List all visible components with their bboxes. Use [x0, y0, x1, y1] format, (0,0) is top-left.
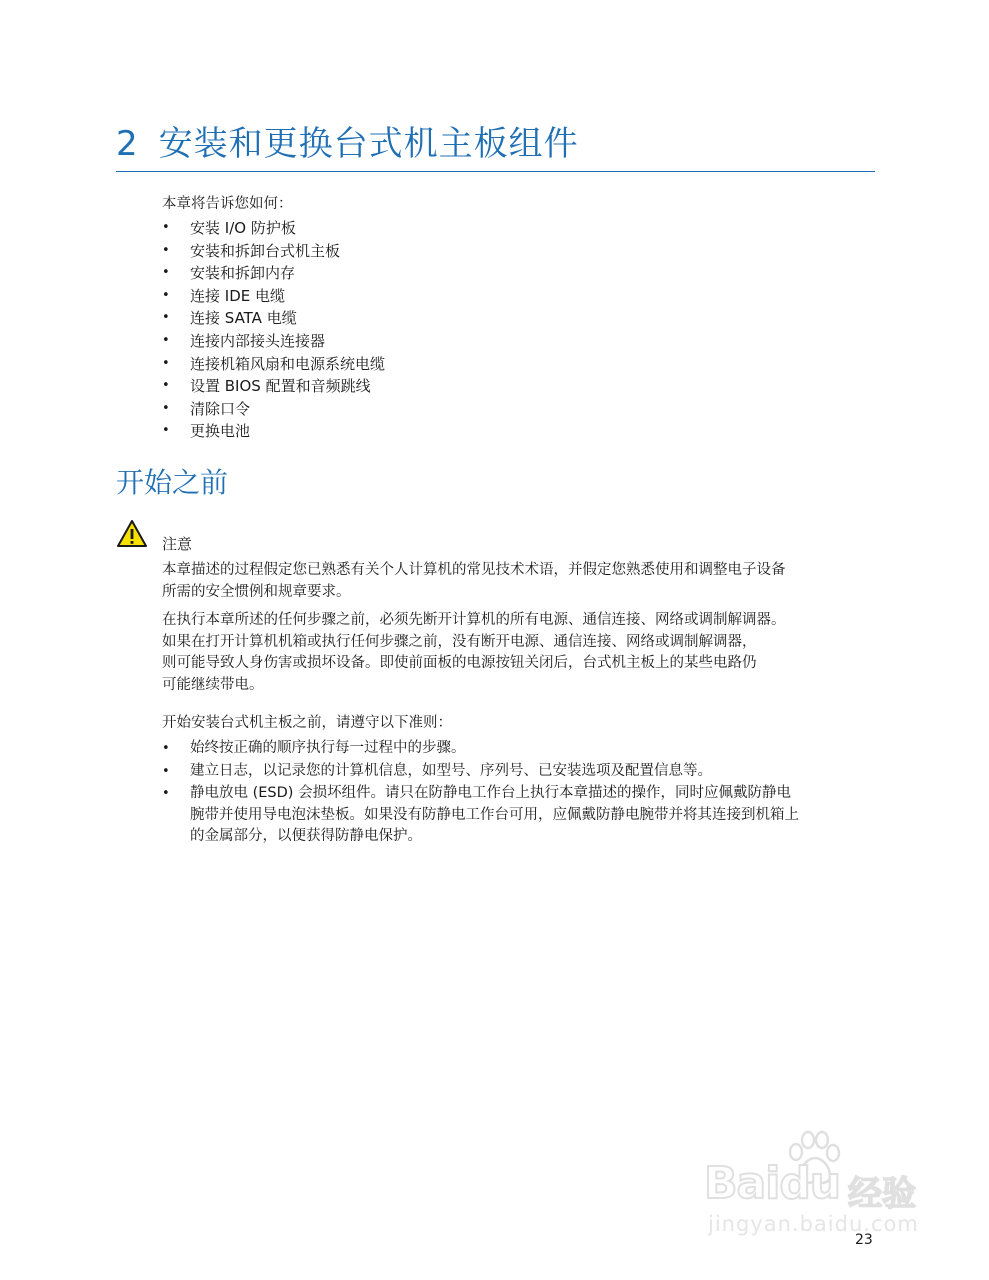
- watermark-brand: Baidu: [704, 1158, 841, 1209]
- caution-paragraph-2: [162, 610, 872, 696]
- section-title: 开始之前: [116, 466, 229, 499]
- page-number: 23: [855, 1232, 873, 1248]
- text-line: 本章描述的过程假定您已熟悉有关个人计算机的常见技术术语，并假定您熟悉使用和调整电子设备: [162, 562, 786, 578]
- text-line: • 静电放电 (ESD) 会损坏组件。请只在防静电工作台上执行本章描述的操作，同时应佩戴防静电: [190, 785, 792, 801]
- guidelines-intro: 开始安装台式机主板之前，请遵守以下准则：: [162, 715, 452, 731]
- list-item: [162, 761, 877, 783]
- text-line: 腕带并使用导电泡沫垫板。如果没有防静电工作台可用，应佩戴防静电腕带并将其连接到机箱上: [190, 806, 799, 823]
- list-item: • 连接内部接头连接器: [162, 330, 385, 353]
- watermark-url: jingyan.baidu.com: [708, 1212, 919, 1236]
- text-line: 的金属部分，以便获得防静电保护。: [190, 828, 422, 844]
- watermark-cn: 经验: [848, 1174, 916, 1214]
- list-item: [162, 783, 877, 848]
- text-line: 可能继续带电。: [162, 676, 264, 693]
- chapter-intro: 本章将告诉您如何：: [162, 196, 293, 212]
- list-item: • 连接机箱风扇和电源系统电缆: [162, 353, 385, 376]
- topic-list: [162, 217, 385, 443]
- text-line: • 始终按正确的顺序执行每一过程中的步骤。: [190, 740, 466, 756]
- caution-body: [162, 560, 872, 703]
- warning-triangle-icon: [116, 519, 148, 549]
- text-line: 如果在打开计算机机箱或执行任何步骤之前，没有断开电源、通信连接、网络或调制解调器，: [162, 633, 757, 650]
- text-line: 在执行本章所述的任何步骤之前，必须先断开计算机的所有电源、通信连接、网络或调制解调器。: [162, 612, 786, 628]
- text-line: 则可能导致人身伤害或损坏设备。即使前面板的电源按钮关闭后，台式机主板上的某些电路仍: [162, 655, 757, 671]
- list-item: • 清除口令: [162, 398, 385, 421]
- chapter-number: 2: [116, 124, 139, 164]
- list-item: • 连接 SATA 电缆: [162, 307, 385, 330]
- list-item: [162, 738, 877, 760]
- text-line: 所需的安全惯例和规章要求。: [162, 583, 351, 600]
- list-item: • 连接 IDE 电缆: [162, 285, 385, 308]
- list-item: • 安装和拆卸内存: [162, 262, 385, 285]
- baidu-watermark: [700, 1128, 935, 1238]
- list-item: • 安装和拆卸台式机主板: [162, 240, 385, 263]
- list-item: • 更换电池: [162, 420, 385, 443]
- guidelines-list: [162, 738, 877, 849]
- list-item: • 安装 I/O 防护板: [162, 217, 385, 240]
- caution-paragraph-1: [162, 560, 872, 603]
- chapter-title: [116, 116, 579, 165]
- text-line: • 建立日志，以记录您的计算机信息，如型号、序列号、已安装选项及配置信息等。: [190, 762, 712, 779]
- chapter-title-text: 安装和更换台式机主板组件: [158, 124, 579, 164]
- caution-label: 注意: [162, 535, 193, 553]
- list-item: • 设置 BIOS 配置和音频跳线: [162, 375, 385, 398]
- title-divider: [116, 171, 875, 172]
